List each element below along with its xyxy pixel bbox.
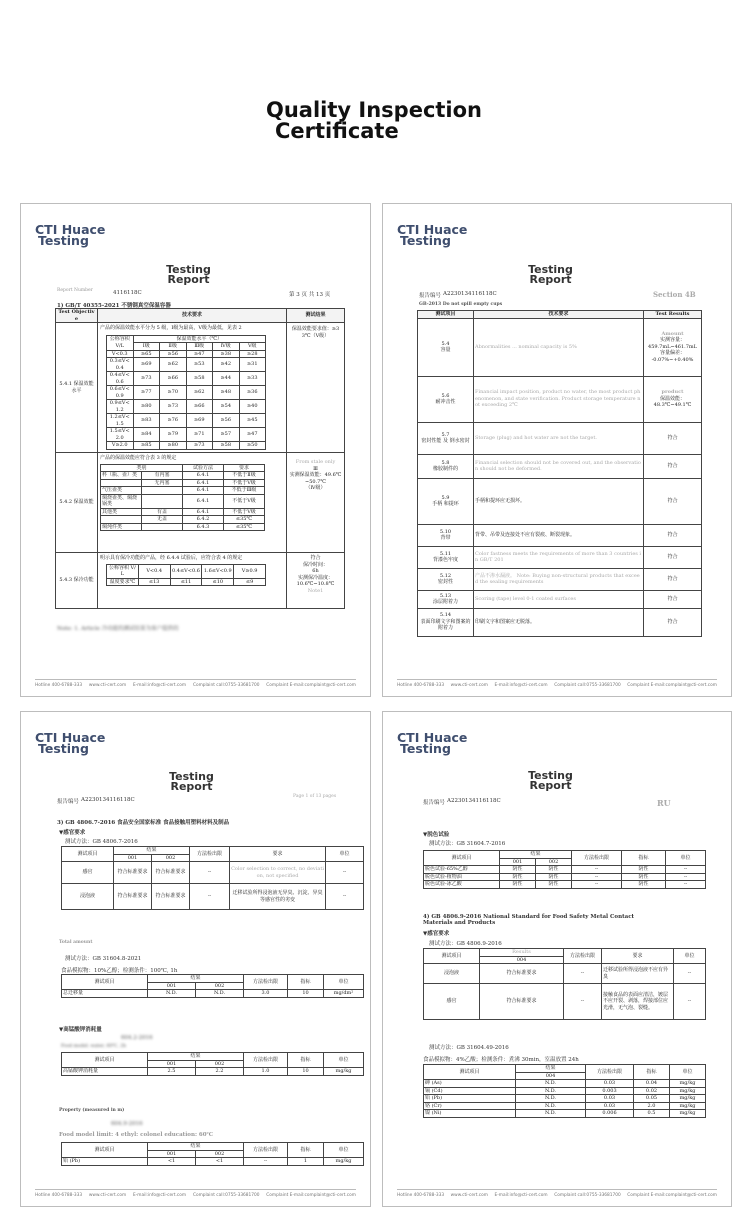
table-cell: 不低于Ⅴ级 — [224, 494, 265, 508]
subsection-heading: ▼感官要求 — [59, 830, 86, 836]
table-cell: ≥83 — [133, 414, 160, 428]
table-cell — [101, 516, 142, 524]
table-cell: -- — [572, 866, 622, 874]
corner-mark: RU — [657, 798, 671, 808]
test-table: 测试项目 技术要求 Test Results 5.4 容量 Abnormalities ... nominal capacity is 5% Amount 实测容量： 459.7mL~461.7mL 容量偏差： -0.07%~+0.40% 5.6 耐冲击性 Financial impact position, product no water, the most product phenomenon, and state verification. Product storage temperature not exceeding 2℃ product 保温效能： 48.3℃~49.1℃ 5.7 密封性能 及 倒水密封 Storage (plug) and hot water are not the target. 符合 5.8 橡胶制件的 Financial selection should not be covered out, and the observation should not be deformed. 符合 5.9 手柄 和提环 手柄和提环应无损坏。 符合 5.10 背带 背带、吊带及连接处不应有裂痕、断裂现象。 符合 5.11 背漆色牢度 Color fastness meets the requirements of more than 3 countries in GB/T 201 符合 5.12 密封性 产品不渗水漏液。 Note: Buying non-structural products that exceed the sealing requirements 符合 5.13 涂层附着力 Scoring (tape) level 0-1 coated surfaces 符合 5.14 表面印刷文字和图案的附着力 印刷文字和图案应无脱落。 符合 — [417, 310, 702, 637]
table-cell: ≥77 — [133, 386, 160, 400]
table-cell: 0.03 — [586, 1095, 634, 1103]
result-note: From stale only — [295, 459, 336, 465]
test-method: 604.9-2016 — [111, 1121, 143, 1127]
report-number: A2230134116118C — [447, 798, 501, 804]
table-cell: 6.4.1 — [183, 479, 224, 487]
table-cell: 气压壶类 — [101, 487, 142, 495]
requirement-text: 产品的保温效能应符合表 3 的规定 — [100, 455, 177, 461]
table-row — [418, 318, 702, 376]
table-cell: mg/kg — [670, 1095, 706, 1103]
brand-logo: CTI Huace Testing — [397, 222, 468, 248]
page-number: Page 1 of 13 pages — [293, 794, 337, 799]
test-result: 符合 — [644, 568, 702, 590]
table-row — [418, 608, 702, 636]
table-cell: ≥73 — [160, 400, 187, 414]
table-row — [418, 546, 702, 568]
table-cell: 不低于Ⅴ级 — [224, 479, 265, 487]
page-footer: Hotline 400-6788-333 www.cti-cert.com E-mail:info@cti-cert.com Complaint call:0755-33681700 Complaint E-mail:complaint@cti-cert.com — [35, 679, 356, 688]
table-cell: ≥33 — [239, 372, 266, 386]
table-row — [418, 376, 702, 422]
table-cell: ≥57 — [213, 428, 240, 442]
table-row — [107, 400, 266, 414]
table-cell: ≥53 — [186, 358, 213, 372]
table-cell: 6.4.1 — [183, 472, 224, 480]
result-value: 实测保温效能：49.6℃~50.7℃ — [289, 472, 342, 485]
table-row — [424, 873, 706, 881]
section-subtitle: GB-2013 Do not spill empty cups — [419, 302, 503, 307]
table-cell: ≥80 — [160, 442, 187, 450]
table-cell: 0.04 — [634, 1080, 670, 1088]
table-cell: 其他类 — [101, 508, 142, 516]
requirement-text: Scoring (tape) level 0-1 coated surfaces — [474, 590, 644, 608]
result-541: 保温效能要求值：≥33℃（Ⅴ级） — [287, 323, 345, 453]
table-cell: 阴性 — [536, 881, 572, 889]
item-541: 5.4.1 保温效能水平 — [56, 323, 98, 453]
col-header: 技术要求 — [98, 309, 287, 323]
table-cell: 铅 (Pb) — [424, 1095, 516, 1103]
table-cell: 0.3≤V<0.4 — [107, 358, 134, 372]
table-cell: 镉 (Cd) — [424, 1087, 516, 1095]
table-cell: 阴性 — [500, 881, 536, 889]
table-cell: 脱色试验-冰乙酸 — [424, 881, 500, 889]
requirement-text: Storage (plug) and hot water are not the target. — [474, 422, 644, 454]
item-542: 5.4.2 保温效能 — [56, 453, 98, 553]
table-cell — [142, 494, 183, 508]
report-number-label: 报告编号 — [423, 800, 446, 806]
certificate-title-line2: Certificate — [275, 119, 399, 143]
table-row — [418, 422, 702, 454]
heavy-metal-table: 测试项目 结果 方法检出限 指标 单位 001 002 铅 (Pb) <1 <1 -- 1 mg/kg — [61, 1142, 364, 1166]
decoloration-table: 测试项目 结果 方法检出限 指标 单位 001 002 脱色试验-65%乙醇 阴性 阴性 -- 阴性 -- 脱色试验-植物油 阴性 阴性 -- 阴性 -- 脱色试验-冰乙酸 阴性 阴性 -- 阴性 -- — [423, 850, 706, 889]
brand-logo: CTI Huace Testing — [397, 730, 468, 756]
table-row — [424, 1102, 706, 1110]
table-cell: ≥85 — [133, 442, 160, 450]
table-cell: ≥65 — [133, 350, 160, 358]
table-row — [101, 494, 265, 508]
table-cell: 0.003 — [586, 1087, 634, 1095]
report-number: 4116118C — [113, 290, 142, 296]
table-cell: 阴性 — [500, 873, 536, 881]
table-cell: 脱色试验-植物油 — [424, 873, 500, 881]
section-heading: 4) GB 4806.9-2016 National Standard for Food Safety Metal Contact Materials and Products — [423, 914, 635, 926]
table-row — [101, 516, 265, 524]
table-cell: 0.03 — [586, 1102, 634, 1110]
subsection-heading: ▼高锰酸钾消耗量 — [59, 1027, 102, 1033]
col-header: 测试结果 — [287, 309, 345, 323]
table-cell: ≥73 — [133, 372, 160, 386]
requirement-text: 背带、吊带及连接处不应有裂痕、断裂现象。 — [474, 524, 644, 546]
test-item: 5.14 表面印刷文字和图案的附着力 — [418, 608, 474, 636]
table-cell — [142, 523, 183, 531]
requirement-text: 产品不渗水漏液。 Note: Buying non-structural products that exceed the sealing requirements — [474, 568, 644, 590]
test-method: 测试方法：GB 31604.8-2021 — [65, 956, 142, 962]
table-cell: N.D. — [516, 1102, 586, 1110]
requirement-text: Financial selection should not be covered out, and the observation should not be deformed. — [474, 454, 644, 478]
table-row — [418, 568, 702, 590]
table-cell: N.D. — [516, 1087, 586, 1095]
table-cell: N.D. — [516, 1080, 586, 1088]
table-cell: 6.4.2 — [183, 516, 224, 524]
table-row — [418, 478, 702, 524]
test-result: 符合 — [644, 478, 702, 524]
table-cell: 铬 (Cr) — [424, 1102, 516, 1110]
table-cell: ≥36 — [239, 386, 266, 400]
table-row — [418, 590, 702, 608]
test-method: 测试方法：GB 4806.9-2016 — [429, 941, 502, 947]
test-item: 5.4 容量 — [418, 318, 474, 376]
test-item: 5.7 密封性能 及 倒水密封 — [418, 422, 474, 454]
table-row — [107, 428, 266, 442]
report-page-2 — [382, 203, 732, 697]
section-tag: Section 4B — [653, 290, 696, 299]
kmno4-table: 测试项目 结果 方法检出限 指标 单位 001 002 高锰酸钾消耗量 2.5 2.2 1.0 10 mg/kg — [61, 1052, 364, 1076]
table-cell: ≥58 — [213, 442, 240, 450]
table-cell: 不低于Ⅴ级 — [224, 508, 265, 516]
table-row — [424, 881, 706, 889]
table-cell: 阴性 — [622, 881, 666, 889]
table-cell: 焖炖件类 — [101, 523, 142, 531]
table-cell: 6.4.1 — [183, 508, 224, 516]
table-cell: 阴性 — [536, 866, 572, 874]
table-cell: ≥62 — [160, 358, 187, 372]
table-row — [418, 454, 702, 478]
table-cell: 杯（瓶、壶）类 — [101, 472, 142, 480]
test-method: 测试方法：GB 31604.7-2016 — [429, 841, 506, 847]
requirement-text: 手柄和提环应无损坏。 — [474, 478, 644, 524]
test-item: 5.11 背漆色牢度 — [418, 546, 474, 568]
table-cell: 0.006 — [586, 1110, 634, 1118]
report-page-1 — [20, 203, 371, 697]
table-cell: -- — [666, 873, 706, 881]
table-cell: 脱色试验-65%乙醇 — [424, 866, 500, 874]
table-cell: ≥70 — [160, 386, 187, 400]
page-number: 第 3 页 共 13 页 — [289, 292, 331, 298]
report-number-label: 报告编号 — [419, 293, 442, 299]
report-page-4 — [382, 711, 732, 1207]
table-row — [101, 479, 265, 487]
total-migration-table: 测试项目 结果 方法检出限 指标 单位 001 002 总迁移量 N.D. N.D. 3.0 10 mg/dm² — [61, 974, 364, 998]
metal-sensory-table: 测试项目 Results 方法检出限 要求 单位 004 浸泡液 符合标准要求 -- 迁移试验所得浸泡液不应有异臭 -- 感官 符合标准要求 -- 接触食品的表面应清洁，镀层不应开裂、剥落，焊接部位应光滑，无气泡、裂缝。 -- — [423, 948, 706, 1020]
table-cell: 6.4.3 — [183, 523, 224, 531]
table-cell: ≥76 — [160, 414, 187, 428]
table-cell: 0.02 — [634, 1087, 670, 1095]
table-cell: ≥31 — [239, 358, 266, 372]
table-cell: mg/kg — [670, 1080, 706, 1088]
table-cell: 无盖 — [142, 516, 183, 524]
test-result: 符合 — [644, 524, 702, 546]
table-cell: 0.6≤V<0.9 — [107, 386, 134, 400]
table-cell: ≥71 — [186, 428, 213, 442]
table-cell: 阴性 — [622, 873, 666, 881]
table-cell: N.D. — [516, 1095, 586, 1103]
test-condition: Food model limit: 4 ethyl: colonel education: 60℃ — [59, 1132, 214, 1138]
test-condition: 食品模拟物：4%乙酸；检测条件：煮沸 30min，室温放置 24h — [423, 1057, 579, 1063]
table-cell: 0.05 — [634, 1095, 670, 1103]
table-cell: -- — [666, 866, 706, 874]
table-cell: ≥45 — [239, 414, 266, 428]
test-result: product 保温效能： 48.3℃~49.1℃ — [644, 376, 702, 422]
col-header: Test Objective — [56, 309, 98, 323]
section-heading: 3) GB 4806.7-2016 食品安全国家标准 食品接触用塑料材料及制品 — [57, 820, 230, 826]
page-footer: Hotline 400-6788-333 www.cti-cert.com E-mail:info@cti-cert.com Complaint call:0755-33681700 Complaint E-mail:complaint@cti-cert.com — [35, 1189, 356, 1198]
requirement-text: 明示具有保冷功能的产品，经 6.4.4 试验后，应符合表 4 的规定 — [100, 555, 243, 561]
subsection-label: Property (measured in m) — [59, 1108, 125, 1113]
table-cell: ≥54 — [213, 400, 240, 414]
table-cell: ≥28 — [239, 350, 266, 358]
table-cell: 有内塞 — [142, 472, 183, 480]
table-cell: ≥38 — [213, 350, 240, 358]
table-cell: 6.4.1 — [183, 487, 224, 495]
heavy-metal-table: 测试项目 结果 方法检出限 指标 单位 004 砷 (As) N.D. 0.03 0.04 mg/kg 镉 (Cd) N.D. 0.003 0.02 mg/kg 铅 (Pb) N.D. 0.03 0.05 mg/kg 铬 (Cr) N.D. 0.03 2.0 mg/kg 镍 (Ni) N.D. 0.006 0.5 mg/kg — [423, 1064, 706, 1118]
table-cell: 0.03 — [586, 1080, 634, 1088]
certificate-title — [266, 100, 482, 142]
table-cell: ≥50 — [239, 442, 266, 450]
table-row — [107, 372, 266, 386]
table-cell: 0.9≤V<1.2 — [107, 400, 134, 414]
table-cell: 0.4≤V<0.6 — [107, 372, 134, 386]
report-number: A2230134116118C — [443, 291, 497, 297]
table-cell: 有盖 — [142, 508, 183, 516]
table-cell: 0.5 — [634, 1110, 670, 1118]
brand-logo: CTI Huace Testing — [35, 222, 106, 248]
test-result: 符合 — [644, 608, 702, 636]
report-number: A2230134116118C — [81, 797, 135, 803]
report-title: Testing Report — [528, 263, 573, 286]
table-cell: mg/kg — [670, 1087, 706, 1095]
test-result: 符合 — [644, 546, 702, 568]
page-footer: Hotline 400-6788-333 www.cti-cert.com E-mail:info@cti-cert.com Complaint call:0755-33681700 Complaint E-mail:complaint@cti-cert.com — [397, 1189, 717, 1198]
report-number-label: Report Number — [57, 288, 93, 293]
table-row — [424, 1080, 706, 1088]
test-result: 符合 — [644, 454, 702, 478]
table-cell: ≥69 — [186, 414, 213, 428]
table-cell: 2.0 — [634, 1102, 670, 1110]
table-cell: N.D. — [516, 1110, 586, 1118]
test-item: 5.12 密封性 — [418, 568, 474, 590]
requirement-text: Financial impact position, product no water, the most product phenomenon, and state verification. Product storage temperature not exceeding 2℃ — [474, 376, 644, 422]
result-level: （Ⅳ级） — [305, 485, 326, 491]
table-cell: ≥69 — [133, 358, 160, 372]
item-543: 5.4.3 保冷功能 — [56, 553, 98, 609]
table-row — [101, 508, 265, 516]
report-page-3 — [20, 711, 371, 1207]
table-cell: ≥56 — [213, 414, 240, 428]
table-row — [107, 358, 266, 372]
requirement-text: Color fastness meets the requirements of more than 3 countries in GB/T 201 — [474, 546, 644, 568]
report-title: Testing Report — [528, 769, 573, 792]
test-result: Amount 实测容量： 459.7mL~461.7mL 容量偏差： -0.07%~+0.40% — [644, 318, 702, 376]
table-row — [101, 523, 265, 531]
page-footer: Hotline 400-6788-333 www.cti-cert.com E-mail:info@cti-cert.com Complaint call:0755-33681700 Complaint E-mail:complaint@cti-cert.com — [397, 679, 717, 688]
section-heading: 1) GB/T 40355-2021 不锈钢真空保温容器 — [57, 303, 171, 309]
table-cell: 砷 (As) — [424, 1080, 516, 1088]
certificate-title-line1: Quality Inspection — [266, 98, 483, 122]
report-title: Testing Report — [169, 770, 214, 793]
table-cell: -- — [666, 881, 706, 889]
table-cell: ≥40 — [239, 400, 266, 414]
table-cell: 阴性 — [500, 866, 536, 874]
table-cell: 6.4.1 — [183, 494, 224, 508]
test-method: 测试方法：GB 31604.49-2016 — [429, 1045, 509, 1051]
table-row — [107, 350, 266, 358]
table-cell: mg/kg — [670, 1102, 706, 1110]
table-cell: ≥44 — [213, 372, 240, 386]
test-table: Test Objective 技术要求 测试结果 5.4.1 保温效能水平 产品的保温效能水平分为 5 级，Ⅰ级为最高，Ⅴ级为最低，见表 2 公称容积 V/L 保温效能水平（℃） Ⅰ级 Ⅱ级 Ⅲ级 Ⅳ级 Ⅴ级 V<0.3 ≥65 ≥56 ≥47 ≥38 ≥28 0.3≤V<0.4 ≥69 ≥62 ≥53 ≥42 ≥31 0.4≤V<0.6 ≥73 ≥66 ≥58 ≥44 ≥33 0.6≤V<0.9 ≥77 ≥70 ≥62 ≥48 ≥36 0.9≤V<1.2 ≥80 ≥73 ≥66 ≥54 ≥40 1.2≤V<1.5 ≥83 ≥76 ≥69 ≥56 ≥45 1.5≤V<2.0 ≥84 ≥79 ≥71 ≥57 ≥47 V≥2.0 ≥85 ≥80 ≥73 ≥58 ≥50 保温效能要求值：≥33℃（Ⅴ级） 5.4.2 保温效能 产品的保温效能应符合表 3 的规定 类别 试验方法 要求 杯（瓶、壶）类 有内塞 6.4.1 不低于Ⅱ级 无内塞 6.4.1 不低于Ⅴ级 气压壶类 6.4.1 不低于Ⅲ级 焖烧壶类、焖烧锅类 6.4.1 不低于Ⅴ级 其他类 有盖 6.4.1 不低于Ⅴ级 无盖 6.4.2 ≤35℃ 焖炖件类 6.4.3 ≤35℃ From stale only Ⅲ 实测保温效能：49.6℃~50.7℃ （Ⅳ级） 5.4.3 保冷功能 明示具有保冷功能的产品，经 6.4.4 试验后，应符合表 4 的规定 公称容积 V/L V<0.4 0.4≤V<0.6 1.6≤V<0.9 V≥0.9 温度要求℃ ≤13 ≤11 ≤10 ≤9 符合 保冷时间： 6h 实测保冷温度： 10.6℃~10.8℃ Note1 — [55, 308, 345, 609]
test-condition: 食品模拟物：10%乙醇；检测条件：100℃, 1h — [61, 968, 178, 974]
table-cell: ≥80 — [133, 400, 160, 414]
table-cell: ≥47 — [186, 350, 213, 358]
test-result: 符合 — [644, 590, 702, 608]
table-cell: ≥58 — [186, 372, 213, 386]
table-cell: ≥56 — [160, 350, 187, 358]
table-cell: ≥84 — [133, 428, 160, 442]
test-item: 5.9 手柄 和提环 — [418, 478, 474, 524]
table-cell: ≥42 — [213, 358, 240, 372]
table-row — [424, 1087, 706, 1095]
table-cell — [101, 479, 142, 487]
brand-logo: CTI Huace Testing — [35, 730, 106, 756]
table-cell: 1.5≤V<2.0 — [107, 428, 134, 442]
table-cell: ≥62 — [186, 386, 213, 400]
test-item: 5.13 涂层附着力 — [418, 590, 474, 608]
test-item: 5.10 背带 — [418, 524, 474, 546]
table-cell: ≥73 — [186, 442, 213, 450]
subsection-heading: ▼感官要求 — [423, 931, 450, 937]
table-cell: 不低于Ⅱ级 — [224, 472, 265, 480]
table-row — [107, 442, 266, 450]
table-cell: 焖烧壶类、焖烧锅类 — [101, 494, 142, 508]
table-cell: 阴性 — [536, 873, 572, 881]
table-row — [418, 524, 702, 546]
sensory-table: 测试项目 结果 方法检出限 要求 单位 001 002 感官 符合标准要求 符合标准要求 -- Color selection to correct, no deviation, not specified -- 浸泡液 符合标准要求 符合标准要求 -- 迁移试验所得浸泡液无异臭、沉淀、异臭等感官性的劣变 -- — [61, 846, 364, 910]
table-cell: ≥66 — [160, 372, 187, 386]
test-item: 5.8 橡胶制件的 — [418, 454, 474, 478]
table-row — [424, 1095, 706, 1103]
subsection-label: Total amount — [59, 940, 93, 945]
table-cell: ≤35℃ — [224, 523, 265, 531]
requirement-text: 印刷文字和图案应无脱落。 — [474, 608, 644, 636]
table-row — [101, 487, 265, 495]
table-cell: 1.2≤V<1.5 — [107, 414, 134, 428]
table-cell: 镍 (Ni) — [424, 1110, 516, 1118]
subsection-heading: ▼脱色试验 — [423, 832, 450, 838]
table-cell: 无内塞 — [142, 479, 183, 487]
test-result: 符合 — [644, 422, 702, 454]
result-grade: Ⅲ — [313, 465, 318, 472]
table-cell: 不低于Ⅲ级 — [224, 487, 265, 495]
table-cell: ≥47 — [239, 428, 266, 442]
table-row — [424, 866, 706, 874]
requirement-text: Abnormalities ... nominal capacity is 5% — [474, 318, 644, 376]
table-row — [101, 472, 265, 480]
table-row — [107, 414, 266, 428]
table-cell: ≥48 — [213, 386, 240, 400]
table-cell: V<0.3 — [107, 350, 134, 358]
test-method: 604.2-2016 — [121, 1035, 153, 1041]
report-title: Testing Report — [166, 263, 211, 286]
table-cell: ≥66 — [186, 400, 213, 414]
table-cell: mg/kg — [670, 1110, 706, 1118]
footnote: Note: 1. Article 冷功能的测试结果为客户提供的 — [57, 626, 179, 632]
report-number-label: 报告编号 — [57, 799, 80, 805]
table-row — [107, 386, 266, 400]
table-cell — [142, 487, 183, 495]
table-cell: V≥2.0 — [107, 442, 134, 450]
table-cell: ≥79 — [160, 428, 187, 442]
test-item: 5.6 耐冲击性 — [418, 376, 474, 422]
table-cell: 阴性 — [622, 866, 666, 874]
table-cell: -- — [572, 881, 622, 889]
table-cell: -- — [572, 873, 622, 881]
requirement-text: 产品的保温效能水平分为 5 级，Ⅰ级为最高，Ⅴ级为最低，见表 2 — [100, 325, 242, 331]
table-cell: ≤35℃ — [224, 516, 265, 524]
table-row — [424, 1110, 706, 1118]
test-condition: Food model: water; 60℃, 2h — [61, 1044, 126, 1049]
test-method: 测试方法：GB 4806.7-2016 — [65, 839, 138, 845]
